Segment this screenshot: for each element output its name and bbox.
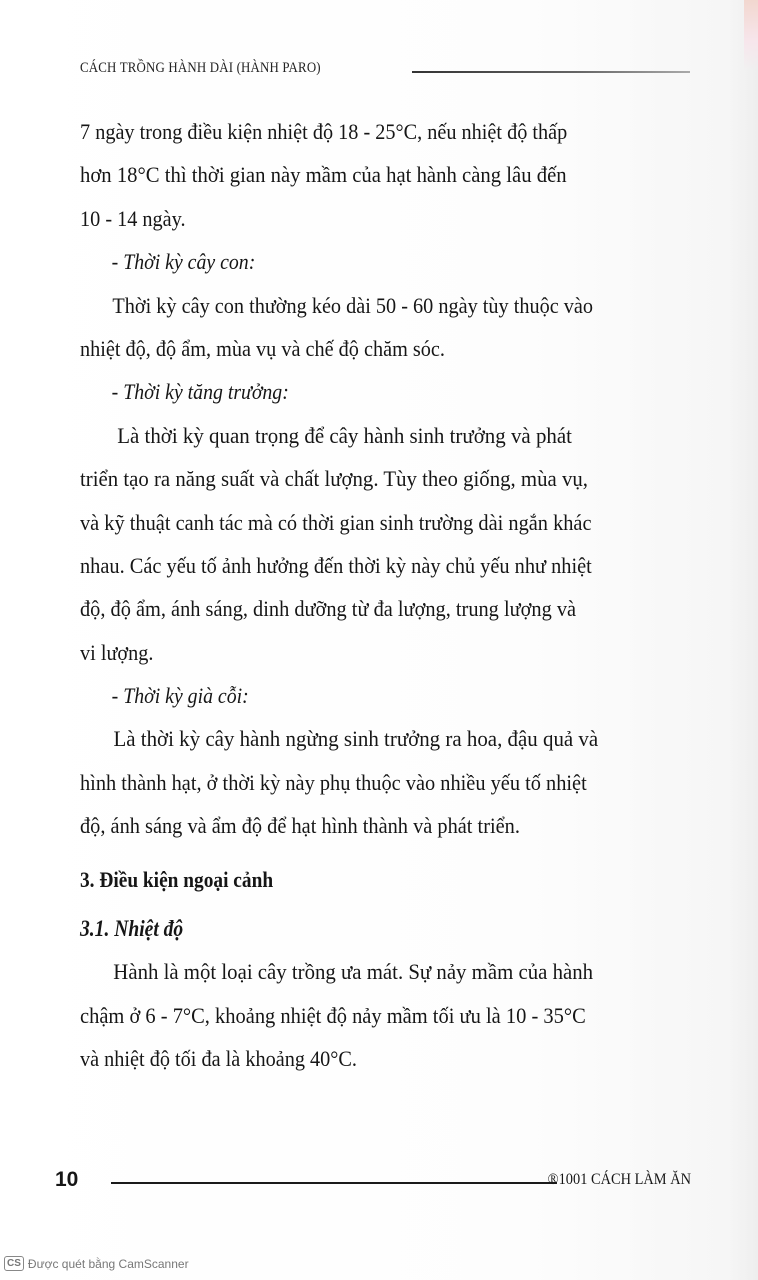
text-line: nhiệt độ, độ ẩm, mùa vụ và chế độ chăm sóc. — [80, 335, 445, 361]
text-line: Là thời kỳ cây hành ngừng sinh trưởng ra hoa, đậu quả và — [113, 726, 599, 752]
series-title: ®1001 CÁCH LÀM ĂN — [547, 1171, 691, 1188]
text-line: 10 - 14 ngày. — [80, 205, 186, 231]
text-line: độ, ánh sáng và ẩm độ để hạt hình thành và phát triển. — [80, 813, 520, 839]
footer-rule — [111, 1182, 557, 1184]
text-line: hình thành hạt, ở thời kỳ này phụ thuộc vào nhiều yếu tố nhiệt — [80, 769, 587, 795]
stage-label-seedling: - Thời kỳ cây con: — [111, 249, 256, 275]
page-footer — [55, 1168, 695, 1198]
stage-label-growth: - Thời kỳ tăng trưởng: — [111, 379, 289, 405]
section-heading: 3. Điều kiện ngoại cảnh — [80, 866, 274, 892]
text-line: hơn 18°C thì thời gian này mầm của hạt hành càng lâu đến — [80, 162, 567, 188]
text-line: Thời kỳ cây con thường kéo dài 50 - 60 ngày tùy thuộc vào — [112, 292, 594, 318]
camscanner-logo-icon: CS — [4, 1256, 24, 1271]
paragraph-seedling — [80, 284, 692, 371]
text-line: Là thời kỳ quan trọng để cây hành sinh trưởng và phát — [117, 422, 572, 448]
text-line: nhau. Các yếu tố ảnh hưởng đến thời kỳ này chủ yếu như nhiệt — [80, 552, 592, 578]
paragraph-germination — [80, 110, 692, 240]
text-line: 7 ngày trong điều kiện nhiệt độ 18 - 25°C, nếu nhiệt độ thấp — [80, 119, 568, 144]
text-line: triển tạo ra năng suất và chất lượng. Tùy theo giống, mùa vụ, — [80, 466, 588, 492]
text-line: chậm ở 6 - 7°C, khoảng nhiệt độ nảy mầm tối ưu là 10 - 35°C — [80, 1002, 586, 1028]
running-header — [80, 60, 690, 77]
text-line: vi lượng. — [80, 639, 154, 665]
paragraph-growth — [80, 414, 692, 674]
text-line: và nhiệt độ tối đa là khoảng 40°C. — [80, 1046, 357, 1072]
paragraph-senescence — [80, 717, 692, 847]
header-rule — [412, 71, 690, 73]
text-line: Hành là một loại cây trồng ưa mát. Sự nảy mầm của hành — [113, 959, 594, 985]
text-line: và kỹ thuật canh tác mà có thời gian sinh trường dài ngắn khác — [80, 509, 592, 535]
paragraph-temperature — [80, 950, 692, 1080]
body-text — [80, 110, 692, 1081]
stage-label-senescence: - Thời kỳ già cỗi: — [111, 683, 249, 709]
page-number: 10 — [55, 1168, 79, 1191]
running-title: CÁCH TRỒNG HÀNH DÀI (HÀNH PARO) — [80, 60, 321, 76]
scan-edge-tint — [744, 0, 758, 70]
watermark-text: Được quét bằng CamScanner — [27, 1256, 189, 1271]
subsection-heading: 3.1. Nhiệt độ — [80, 916, 184, 942]
camscanner-watermark — [4, 1256, 189, 1271]
text-line: độ, độ ẩm, ánh sáng, dinh dưỡng từ đa lượng, trung lượng và — [80, 596, 577, 622]
